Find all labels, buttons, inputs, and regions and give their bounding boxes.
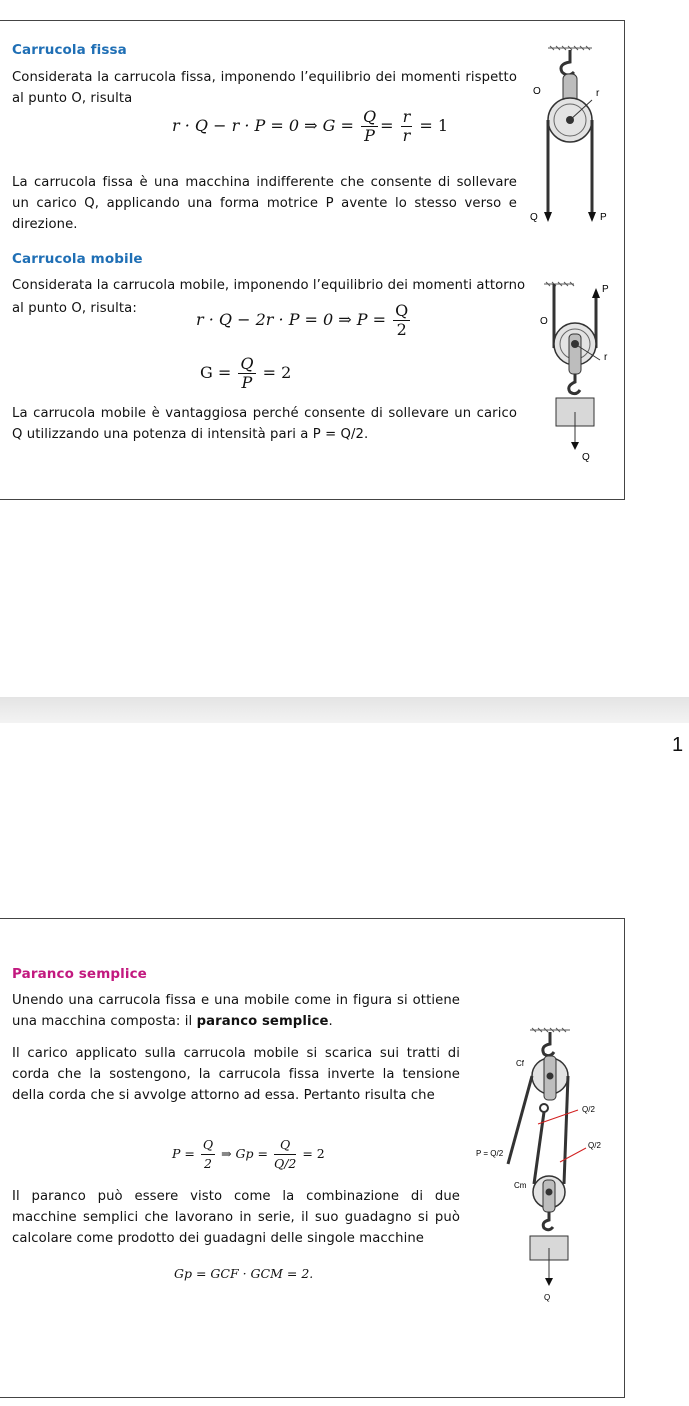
fig3-label-p: P = Q/2 [476, 1149, 504, 1158]
paragraph-fissa-body: La carrucola fissa è una macchina indifferente che consente di sollevare un carico Q, applicando una forma motrice P avente lo stesso verso e direzione. [12, 175, 517, 232]
bottom-hook [543, 1212, 553, 1230]
figure-paranco [474, 1024, 624, 1304]
p1-end: . [328, 1014, 333, 1029]
eq1-end: = 1 [419, 116, 449, 135]
arrow-p [588, 212, 596, 222]
hook-2 [569, 374, 580, 394]
eq3-frac-num: Q [240, 354, 254, 373]
eq1-frac1-den: P [364, 126, 375, 145]
eq2-frac-num: Q [395, 301, 409, 320]
connector-ring [540, 1104, 548, 1112]
paragraph-mobile-intro-line2: al punto O, risulta: [12, 301, 137, 316]
ceiling-hatch-3 [530, 1028, 570, 1032]
section-title-paranco-semplice: Paranco semplice [12, 966, 147, 982]
paragraph-paranco-2: Il carico applicato sulla carrucola mobile si scarica sui tratti di corda che la sostengono, la carrucola fissa inverte la tensione della corda che si avvolge attorno ad essa. Pertanto risulta che [12, 1046, 460, 1103]
figure-fixed-pulley [520, 44, 620, 240]
eq4-frac2-num: Q [274, 1136, 296, 1155]
ceiling-hatch [548, 46, 592, 50]
fig3-label-cf: Cf [516, 1059, 524, 1068]
arrow-q [544, 212, 552, 222]
paragraph-paranco-3: Il paranco può essere visto come la combinazione di due macchine semplici che lavorano in serie, il suo guadagno si può calcolare come prodotto dei guadagni delle singole macchine [12, 1189, 460, 1246]
fig1-label-r: r [596, 88, 600, 99]
equation-mobile-1 [196, 302, 412, 339]
eq1-frac2-den: r [402, 126, 411, 145]
paragraph-fissa-intro: Considerata la carrucola fissa, imponendo l’equilibrio dei momenti rispetto al punto O, risulta [12, 70, 517, 106]
hook [561, 50, 574, 75]
eq1-frac1-num: Q [362, 107, 377, 126]
equation-paranco-product: Gp = GCF · GCM = 2. [174, 1266, 314, 1281]
eq1-frac2-num: r [402, 107, 411, 126]
fig3-label-q: Q [544, 1293, 551, 1302]
fig2-label-q: Q [582, 452, 590, 463]
eq4-p: P = [172, 1146, 195, 1161]
paragraph-mobile-intro-line1: Considerata la carrucola mobile, imponendo l’equilibrio dei momenti attorno [12, 278, 526, 293]
ceiling-hatch-2 [544, 282, 574, 286]
paragraph-paranco-1 [12, 990, 460, 1032]
top-hook [543, 1032, 554, 1056]
section-title-carrucola-fissa: Carrucola fissa [12, 42, 127, 58]
fig2-label-p: P [602, 284, 609, 295]
page-number: 1 [672, 734, 684, 756]
fig1-label-p: P [600, 212, 607, 223]
p1-text: Unendo una carrucola fissa e una mobile come in figura si ottiene una macchina composta: il [12, 993, 460, 1029]
eq4-end: = 2 [302, 1146, 325, 1161]
equation-paranco-gain [172, 1136, 325, 1173]
eq2-left: r · Q − 2r · P = 0 ⇒ P = [196, 310, 387, 329]
eq4-frac-num: Q [201, 1136, 215, 1155]
section-title-carrucola-mobile: Carrucola mobile [12, 251, 143, 267]
paragraph-mobile-body: La carrucola mobile è vantaggiosa perché consente di sollevare un carico Q utilizzando una potenza di intensità pari a P = Q/2. [12, 406, 517, 442]
eq2-frac-den: 2 [396, 320, 407, 339]
eq4-mid: ⇒ Gp = [221, 1146, 268, 1161]
arrow-q-down [571, 442, 579, 450]
fig3-label-q2b: Q/2 [588, 1141, 601, 1150]
rope-pull [508, 1076, 532, 1164]
eq3-frac-den: P [241, 373, 253, 392]
fig1-label-o: O [533, 86, 541, 97]
equation-mobile-2 [200, 355, 291, 392]
page-separator [0, 697, 689, 723]
eq3-end: = 2 [262, 363, 292, 382]
eq4-frac2-den: Q/2 [273, 1156, 297, 1171]
fig3-label-q2a: Q/2 [582, 1105, 595, 1114]
eq1-left: r · Q − r · P = 0 ⇒ G = [172, 116, 354, 135]
eq4-frac-den: 2 [203, 1156, 212, 1171]
p1-bold: paranco semplice [196, 1014, 329, 1029]
figure-movable-pulley [530, 278, 620, 468]
equation-fissa: r · Q − r · P = 0 ⇒ G = $\frac{Q}{P}$ = $\frac{r}{r}$ = 1 [172, 107, 449, 145]
eq3-left: G = [200, 363, 232, 382]
fig2-label-r: r [604, 352, 608, 363]
movable-pulley-frame [543, 1180, 555, 1212]
fig2-label-o: O [540, 316, 548, 327]
arrow-p-up [592, 288, 600, 298]
fig3-label-cm: Cm [514, 1181, 527, 1190]
fig1-label-q: Q [530, 212, 538, 223]
rope-middle [564, 1076, 568, 1184]
